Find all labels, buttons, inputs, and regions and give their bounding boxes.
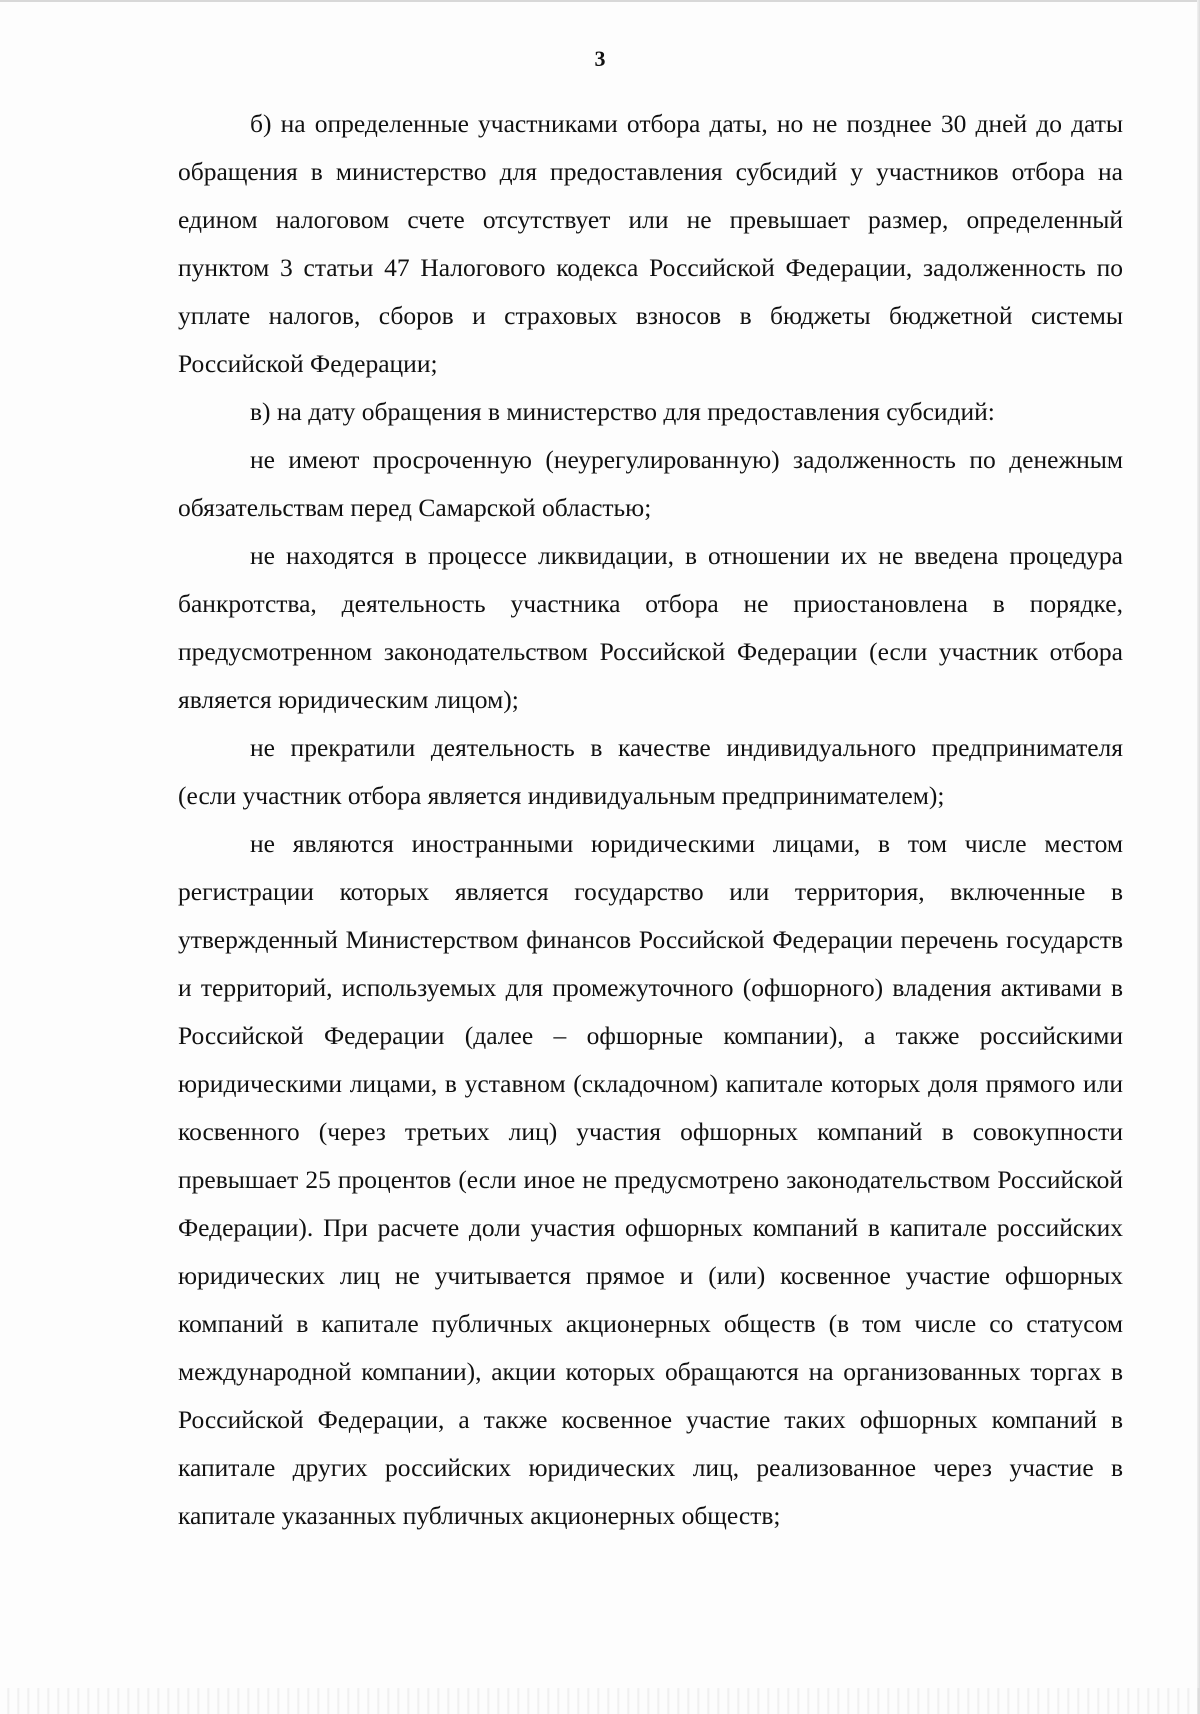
scan-edge-top	[0, 0, 1200, 2]
document-body	[178, 100, 1123, 1540]
paragraph-offshore-companies: не являются иностранными юридическими лицами, в том числе местом регистрации которых является государство или территория, включенные в утвержденный Министерством финансов Российской Федерации перечень государств и территорий, используемых для промежуточного (офшорного) владения активами в Российской Федерации (далее – офшорные компании), а также российскими юридическими лицами, в уставном (складочном) капитале которых доля прямого или косвенного (через третьих лиц) участия офшорных компаний в совокупности превышает 25 процентов (если иное не предусмотрено законодательством Российской Федерации). При расчете доли участия офшорных компаний в капитале российских юридических лиц не учитывается прямое и (или) косвенное участие офшорных компаний в капитале публичных акционерных обществ (в том числе со статусом международной компании), акции которых обращаются на организованных торгах в Российской Федерации, а также косвенное участие таких офшорных компаний в капитале других российских юридических лиц, реализованное через участие в капитале указанных публичных акционерных обществ;	[178, 829, 1123, 1530]
paragraph-no-liquidation: не находятся в процессе ликвидации, в отношении их не введена процедура банкротства, деятельность участника отбора не приостановлена в порядке, предусмотренном законодательством Российской Федерации (если участник отбора является юридическим лицом);	[178, 541, 1123, 714]
paragraph-individual-entrepreneur: не прекратили деятельность в качестве индивидуального предпринимателя (если участник отбора является индивидуальным предпринимателем);	[178, 733, 1123, 810]
page-number: 3	[594, 46, 606, 71]
paragraph-item-v: в) на дату обращения в министерство для предоставления субсидий:	[250, 397, 995, 426]
scan-noise-bottom	[0, 1688, 1200, 1714]
paragraph-item-b: б) на определенные участниками отбора даты, но не позднее 30 дней до даты обращения в министерство для предоставления субсидий у участников отбора на едином налоговом счете отсутствует или не превышает размер, определенный пунктом 3 статьи 47 Налогового кодекса Российской Федерации, задолженность по уплате налогов, сборов и страховых взносов в бюджеты бюджетной системы Российской Федерации;	[178, 109, 1123, 378]
paragraph-no-debt: не имеют просроченную (неурегулированную) задолженность по денежным обязательствам перед Самарской областью;	[178, 445, 1123, 522]
